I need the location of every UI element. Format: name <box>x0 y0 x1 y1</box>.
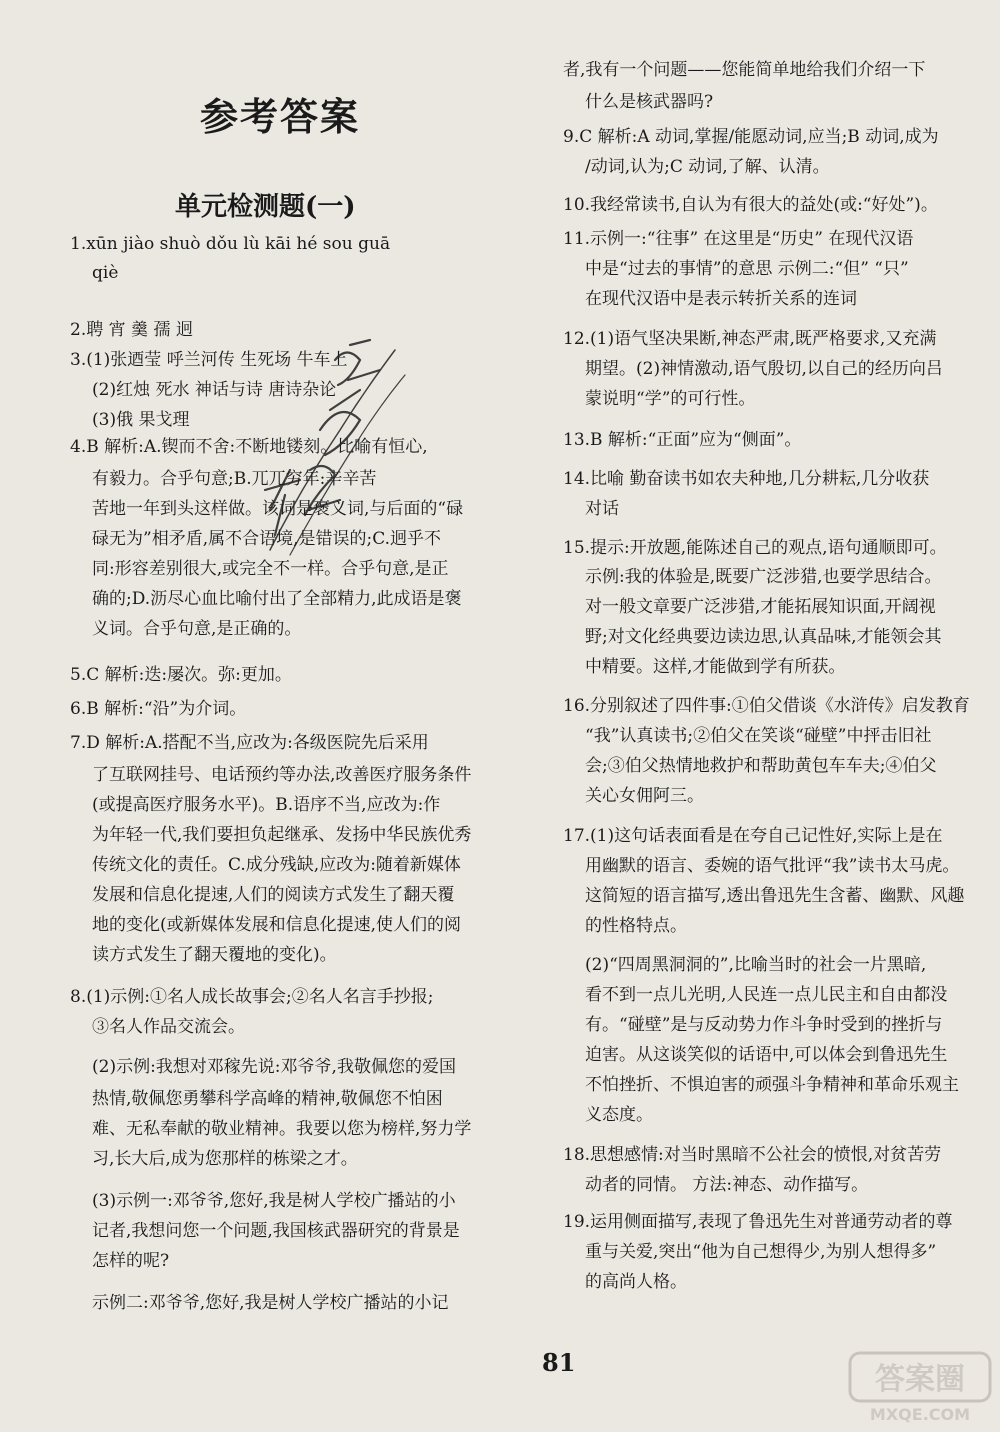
section-title: 单元检测题(一) <box>175 192 356 222</box>
text-line: 发展和信息化提速,人们的阅读方式发生了翻天覆 <box>92 885 455 905</box>
text-line: 12.(1)语气坚决果断,神态严肃,既严格要求,又充满 <box>563 329 937 349</box>
text-line: 的高尚人格。 <box>585 1272 687 1292</box>
text-line: 热情,敬佩您勇攀科学高峰的精神,敬佩您不怕困 <box>92 1089 443 1109</box>
text-line: qiè <box>92 263 119 283</box>
text-line: 1.xūn jiào shuò dǒu lù kāi hé sou guā <box>70 234 391 254</box>
text-line: 会;③伯父热情地救护和帮助黄包车车夫;④伯父 <box>585 756 937 776</box>
text-line: 的性格特点。 <box>585 916 687 936</box>
text-line: 有毅力。合乎句意;B.兀兀穷年:辛辛苦 <box>92 469 377 489</box>
text-line: 传统文化的责任。C.成分残缺,应改为:随着新媒体 <box>92 855 461 875</box>
text-line: 碌无为”相矛盾,属不合语境,是错误的;C.迥乎不 <box>92 529 442 549</box>
text-line: (2)示例:我想对邓稼先说:邓爷爷,我敬佩您的爱国 <box>92 1057 456 1077</box>
text-line: 关心女佣阿三。 <box>585 786 704 806</box>
text-line: (2)红烛 死水 神话与诗 唐诗杂论 <box>92 380 337 400</box>
text-line: 者,我有一个问题——您能简单地给我们介绍一下 <box>563 60 926 80</box>
text-line: 对话 <box>585 499 619 519</box>
text-line: 10.我经常读书,自认为有很大的益处(或:“好处”)。 <box>563 195 938 215</box>
text-line: 19.运用侧面描写,表现了鲁迅先生对普通劳动者的尊 <box>563 1212 953 1232</box>
text-line: 11.示例一:“往事” 在这里是“历史” 在现代汉语 <box>563 229 914 249</box>
text-line: 7.D 解析:A.搭配不当,应改为:各级医院先后采用 <box>70 733 429 753</box>
text-line: 示例:我的体验是,既要广泛涉猎,也要学思结合。 <box>585 567 942 587</box>
text-line: 重与关爱,突出“他为自己想得少,为别人想得多” <box>585 1242 937 1262</box>
text-line: 迫害。从这谈笑似的话语中,可以体会到鲁迅先生 <box>585 1045 948 1065</box>
text-line: ③名人作品交流会。 <box>92 1017 245 1037</box>
text-line: 义态度。 <box>585 1105 653 1125</box>
svg-text:MXQE.COM: MXQE.COM <box>869 1405 971 1424</box>
text-line: 不怕挫折、不惧迫害的顽强斗争精神和革命乐观主 <box>585 1075 959 1095</box>
text-line: 17.(1)这句话表面看是在夸自己记性好,实际上是在 <box>563 826 943 846</box>
text-line: 3.(1)张迺莹 呼兰河传 生死场 牛车上 <box>70 350 348 370</box>
text-line: (3)俄 果戈理 <box>92 410 190 430</box>
text-line: 13.B 解析:“正面”应为“侧面”。 <box>563 430 802 450</box>
text-line: 苦地一年到头这样做。该词是褒义词,与后面的“碌 <box>92 499 464 519</box>
text-line: 这简短的语言描写,透出鲁迅先生含蓄、幽默、风趣 <box>585 886 965 906</box>
text-line: 了互联网挂号、电话预约等办法,改善医疗服务条件 <box>92 765 472 785</box>
text-line: 5.C 解析:迭:屡次。弥:更加。 <box>70 665 292 685</box>
text-line: 4.B 解析:A.锲而不舍:不断地镂刻。比喻有恒心, <box>70 437 428 457</box>
text-line: 为年轻一代,我们要担负起继承、发扬中华民族优秀 <box>92 825 472 845</box>
text-line: 2.聘 宵 羹 孺 迥 <box>70 320 193 340</box>
corner-watermark-logo <box>845 1345 995 1425</box>
text-line: “我”认真读书;②伯父在笑谈“碰壁”中抨击旧社 <box>585 726 932 746</box>
text-line: 在现代汉语中是表示转折关系的连词 <box>585 289 857 309</box>
text-line: 示例二:邓爷爷,您好,我是树人学校广播站的小记 <box>92 1293 449 1313</box>
text-line: (3)示例一:邓爷爷,您好,我是树人学校广播站的小 <box>92 1191 456 1211</box>
text-line: (2)“四周黑洞洞的”,比喻当时的社会一片黑暗, <box>585 955 927 975</box>
text-line: 确的;D.沥尽心血比喻付出了全部精力,此成语是褒 <box>92 589 462 609</box>
text-line: (或提高医疗服务水平)。B.语序不当,应改为:作 <box>92 795 441 815</box>
text-line: 有。“碰壁”是与反动势力作斗争时受到的挫折与 <box>585 1015 943 1035</box>
text-line: 对一般文章要广泛涉猎,才能拓展知识面,开阔视 <box>585 597 936 617</box>
text-line: 看不到一点儿光明,人民连一点儿民主和自由都没 <box>585 985 948 1005</box>
text-line: 野;对文化经典要边读边思,认真品味,才能领会其 <box>585 627 942 647</box>
text-line: 怎样的呢? <box>92 1251 170 1271</box>
text-line: 难、无私奉献的敬业精神。我要以您为榜样,努力学 <box>92 1119 472 1139</box>
text-line: 蒙说明“学”的可行性。 <box>585 389 756 409</box>
text-line: 6.B 解析:“沿”为介词。 <box>70 699 247 719</box>
text-line: 中精要。这样,才能做到学有所获。 <box>585 657 846 677</box>
text-line: /动词,认为;C 动词,了解、认清。 <box>585 157 830 177</box>
text-line: 记者,我想问您一个问题,我国核武器研究的背景是 <box>92 1221 460 1241</box>
text-line: 期望。(2)神情激动,语气殷切,以自己的经历向吕 <box>585 359 943 379</box>
text-line: 16.分别叙述了四件事:①伯父借谈《水浒传》启发教育 <box>563 696 970 716</box>
text-line: 15.提示:开放题,能陈述自己的观点,语句通顺即可。 <box>563 538 947 558</box>
svg-text:答案圈: 答案圈 <box>875 1362 965 1397</box>
page-number: 81 <box>542 1348 576 1377</box>
text-line: 中是“过去的事情”的意思 示例二:“但” “只” <box>585 259 909 279</box>
text-line: 同:形容差别很大,或完全不一样。合乎句意,是正 <box>92 559 449 579</box>
text-line: 习,长大后,成为您那样的栋梁之才。 <box>92 1149 358 1169</box>
text-line: 动者的同情。 方法:神态、动作描写。 <box>585 1175 869 1195</box>
text-line: 14.比喻 勤奋读书如农夫种地,几分耕耘,几分收获 <box>563 469 930 489</box>
text-line: 18.思想感情:对当时黑暗不公社会的愤恨,对贫苦劳 <box>563 1145 942 1165</box>
text-line: 读方式发生了翻天覆地的变化)。 <box>92 945 337 965</box>
text-line: 什么是核武器吗? <box>585 92 714 112</box>
text-line: 地的变化(或新媒体发展和信息化提速,使人们的阅 <box>92 915 462 935</box>
page-title: 参考答案 <box>200 94 361 139</box>
text-line: 用幽默的语言、委婉的语气批评“我”读书太马虎。 <box>585 856 960 876</box>
text-line: 义词。合乎句意,是正确的。 <box>92 619 302 639</box>
text-line: 9.C 解析:A 动词,掌握/能愿动词,应当;B 动词,成为 <box>563 127 939 147</box>
text-line: 8.(1)示例:①名人成长故事会;②名人名言手抄报; <box>70 987 434 1007</box>
